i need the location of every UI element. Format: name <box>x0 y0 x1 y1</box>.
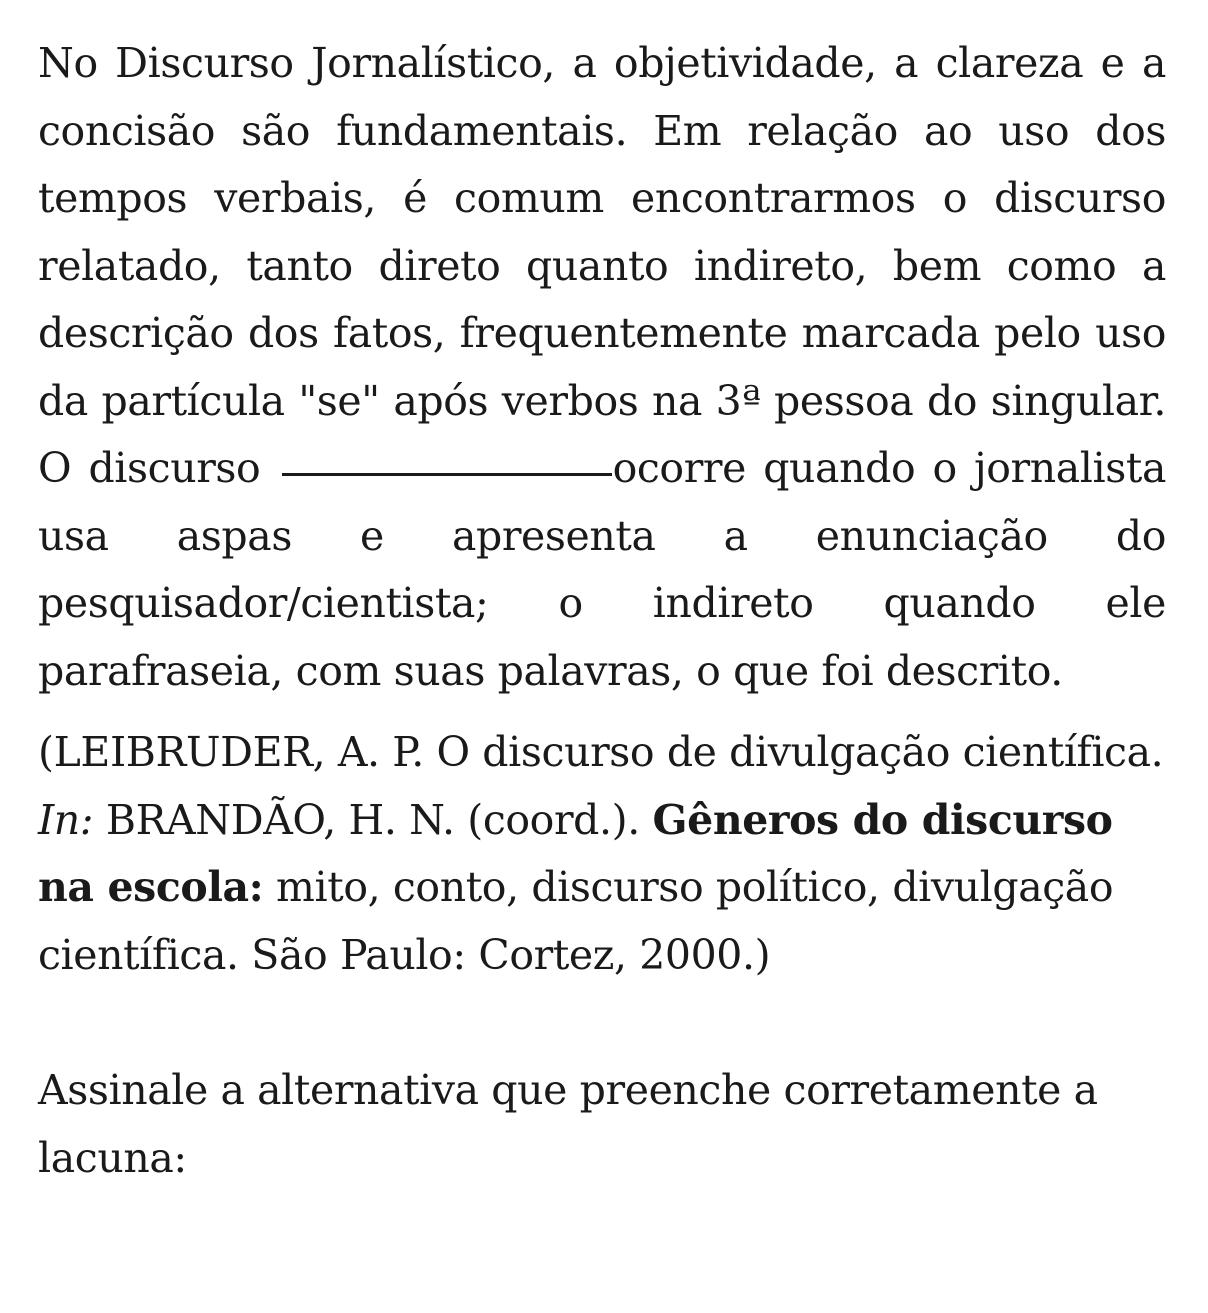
citation-book-title: Gêneros do discurso na escola: <box>38 795 1113 911</box>
passage-paragraph <box>38 30 1166 705</box>
citation-in-label: In: <box>38 795 94 844</box>
citation-part1: (LEIBRUDER, A. P. O discurso de divulgação científica. <box>38 728 1164 776</box>
citation-part3: mito, conto, discurso político, divulgação científica. São Paulo: Cortez, 2000.) <box>38 863 1114 979</box>
citation-part2: BRANDÃO, H. N. (coord.). <box>105 795 640 844</box>
passage-text-before-blank: No Discurso Jornalístico, a objetividade, a clareza e a concisão são fundamentais. Em relação ao uso dos tempos verbais, é comum encontrarmos o discurso relatado, tanto direto quanto indireto, bem como a descrição dos fatos, frequentemente marcada pelo uso da partícula "se" após verbos na 3ª pessoa do singular. O discurso <box>38 39 1166 492</box>
passage-text-after-blank: ocorre quando o jornalista usa aspas e apresenta a enunciação do pesquisador/cientista; o indireto quando ele parafraseia, com suas palavras, o que foi descrito. <box>38 444 1166 695</box>
question-document <box>38 30 1166 1192</box>
fill-in-blank <box>282 473 612 476</box>
instruction-text: Assinale a alternativa que preenche corretamente a lacuna: <box>38 1066 1098 1182</box>
citation-paragraph <box>38 719 1166 989</box>
